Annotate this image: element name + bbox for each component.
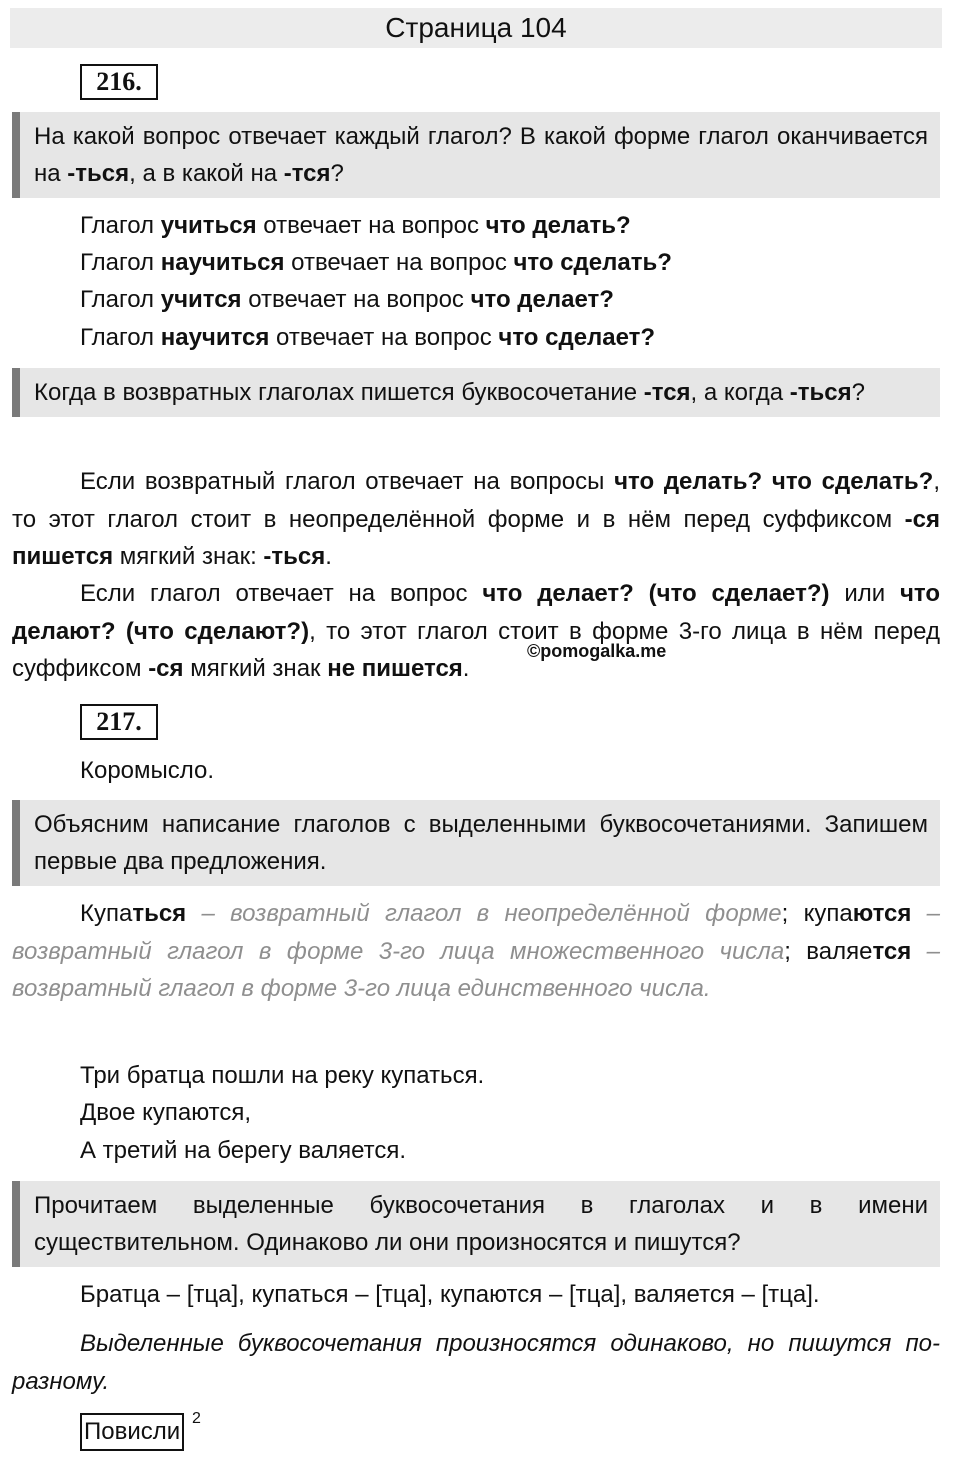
answer-line: Глагол научится отвечает на вопрос что сделает?: [80, 324, 656, 351]
footnote-mark: 2: [192, 1410, 201, 1427]
riddle-line: А третий на берегу валяется.: [80, 1137, 407, 1164]
watermark: ©pomogalka.me: [527, 641, 667, 661]
pronunciation-line: Братца – [тца], купаться – [тца], купаются – [тца], валяется – [тца].: [80, 1281, 820, 1308]
question-block: Прочитаем выделенные буквосочетания в глаголах и в имени существительном. Одинаково ли они произносятся и пишутся?: [12, 1181, 940, 1267]
exercise-number-216: 216.: [80, 64, 158, 100]
question-block: Когда в возвратных глаголах пишется буквосочетание -тся, а когда -ться?: [12, 368, 940, 417]
riddle-answer: Коромысло.: [80, 757, 215, 784]
question-block: На какой вопрос отвечает каждый глагол? В какой форме глагол оканчивается на -ться, а в какой на -тся?: [12, 112, 940, 198]
question-block: Объясним написание глаголов с выделенными буквосочетаниями. Запишем первые два предложения.: [12, 800, 940, 886]
answer-paragraph: Если глагол отвечает на вопрос что делает? (что сделает?) или что делают? (что сделают?), то этот глагол стоит в форме 3-го лица в нём перед суффиксом -ся мягкий знак не пишется.: [12, 580, 941, 682]
answer-line: Глагол учится отвечает на вопрос что делает?: [80, 286, 614, 313]
riddle-line: Три братца пошли на реку купаться.: [80, 1062, 485, 1089]
explanation-paragraph: Купаться – возвратный глагол в неопределённой форме; купаются – возвратный глагол в форме 3-го лица множественного числа; валяется – возвратный глагол в форме 3-го лица единственного числа.: [12, 900, 941, 1002]
answer-paragraph: Если возвратный глагол отвечает на вопросы что делать? что сделать?, то этот глагол стоит в неопределённой форме и в нём перед суффиксом -ся пишется мягкий знак: -ться.: [12, 468, 940, 570]
riddle-line: Двое купаются,: [80, 1099, 252, 1126]
page-title: Страница 104: [10, 8, 942, 48]
answer-line: Глагол учиться отвечает на вопрос что делать?: [80, 212, 631, 239]
next-exercise-title: Повисли: [80, 1413, 184, 1451]
conclusion-paragraph: Выделенные буквосочетания произносятся одинаково, но пишутся по-разному.: [12, 1330, 940, 1395]
answer-line: Глагол научиться отвечает на вопрос что сделать?: [80, 249, 672, 276]
exercise-number-217: 217.: [80, 704, 158, 740]
